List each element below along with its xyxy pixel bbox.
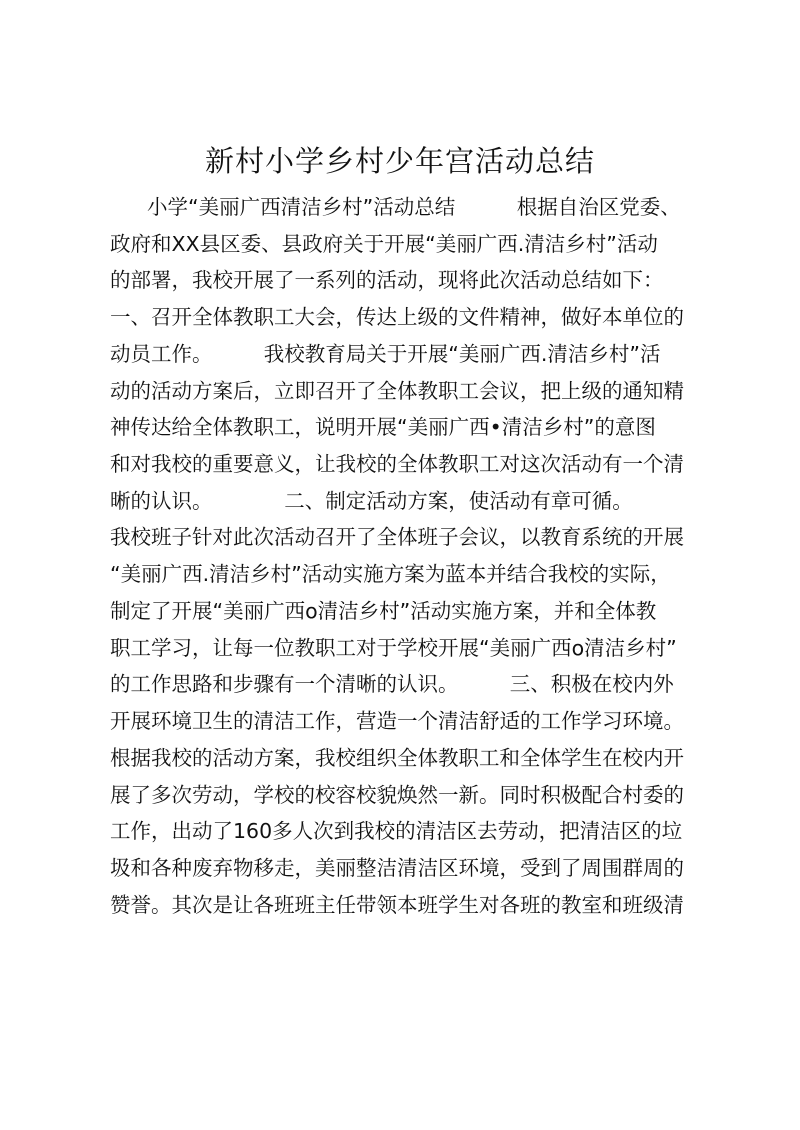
paragraph-line: 和对我校的重要意义，让我校的全体教职工对这次活动有一个清 [110, 452, 684, 476]
paragraph-line: 制定了开展“美丽广西ο清洁乡村”活动实施方案，并和全体教 [110, 599, 657, 623]
paragraph-line: “美丽广西.清洁乡村”活动实施方案为蓝本并结合我校的实际， [110, 562, 671, 586]
paragraph-line: 一、召开全体教职工大会，传达上级的文件精神，做好本单位的 [110, 305, 684, 329]
paragraph-line: 的部署，我校开展了一系列的活动，现将此次活动总结如下： [110, 268, 664, 292]
paragraph-line: 根据我校的活动方案，我校组织全体教职工和全体学生在校内开 [110, 746, 684, 770]
paragraph-line: 动员工作。 我校教育局关于开展“美丽广西.清洁乡村”活 [110, 342, 661, 366]
paragraph-line: 圾和各种废弃物移走，美丽整洁清洁区环境，受到了周围群周的 [110, 856, 684, 880]
paragraph-line: 赞誉。其次是让各班班主任带领本班学生对各班的教室和班级清 [110, 893, 684, 917]
paragraph-line: 我校班子针对此次活动召开了全体班子会议，以教育系统的开展 [110, 525, 684, 549]
document-title: 新村小学乡村少年宫活动总结 [204, 144, 595, 178]
paragraph-line: 展了多次劳动，学校的校容校貌焕然一新。同时积极配合村委的 [110, 783, 684, 807]
paragraph-line: 政府和XX县区委、县政府关于开展“美丽广西.清洁乡村”活动 [110, 232, 658, 256]
paragraph-line: 小学“美丽广西清洁乡村”活动总结 根据自治区党委、 [147, 195, 681, 219]
paragraph-line: 职工学习，让每一位教职工对于学校开展“美丽广西ο清洁乡村” [110, 636, 677, 660]
paragraph-line: 工作，出动了160多人次到我校的清洁区去劳动，把清洁区的垃 [110, 819, 683, 843]
paragraph-line: 开展环境卫生的清洁工作，营造一个清洁舒适的工作学习环境。 [110, 709, 684, 733]
paragraph-line: 动的活动方案后，立即召开了全体教职工会议，把上级的通知精 [110, 379, 684, 403]
paragraph-line: 晰的认识。 二、制定活动方案，使活动有章可循。 [110, 489, 633, 513]
paragraph-line: 神传达给全体教职工，说明开展“美丽广西•清洁乡村”的意图 [110, 415, 656, 439]
paragraph-line: 的工作思路和步骤有一个清晰的认识。 三、积极在校内外 [110, 672, 674, 696]
